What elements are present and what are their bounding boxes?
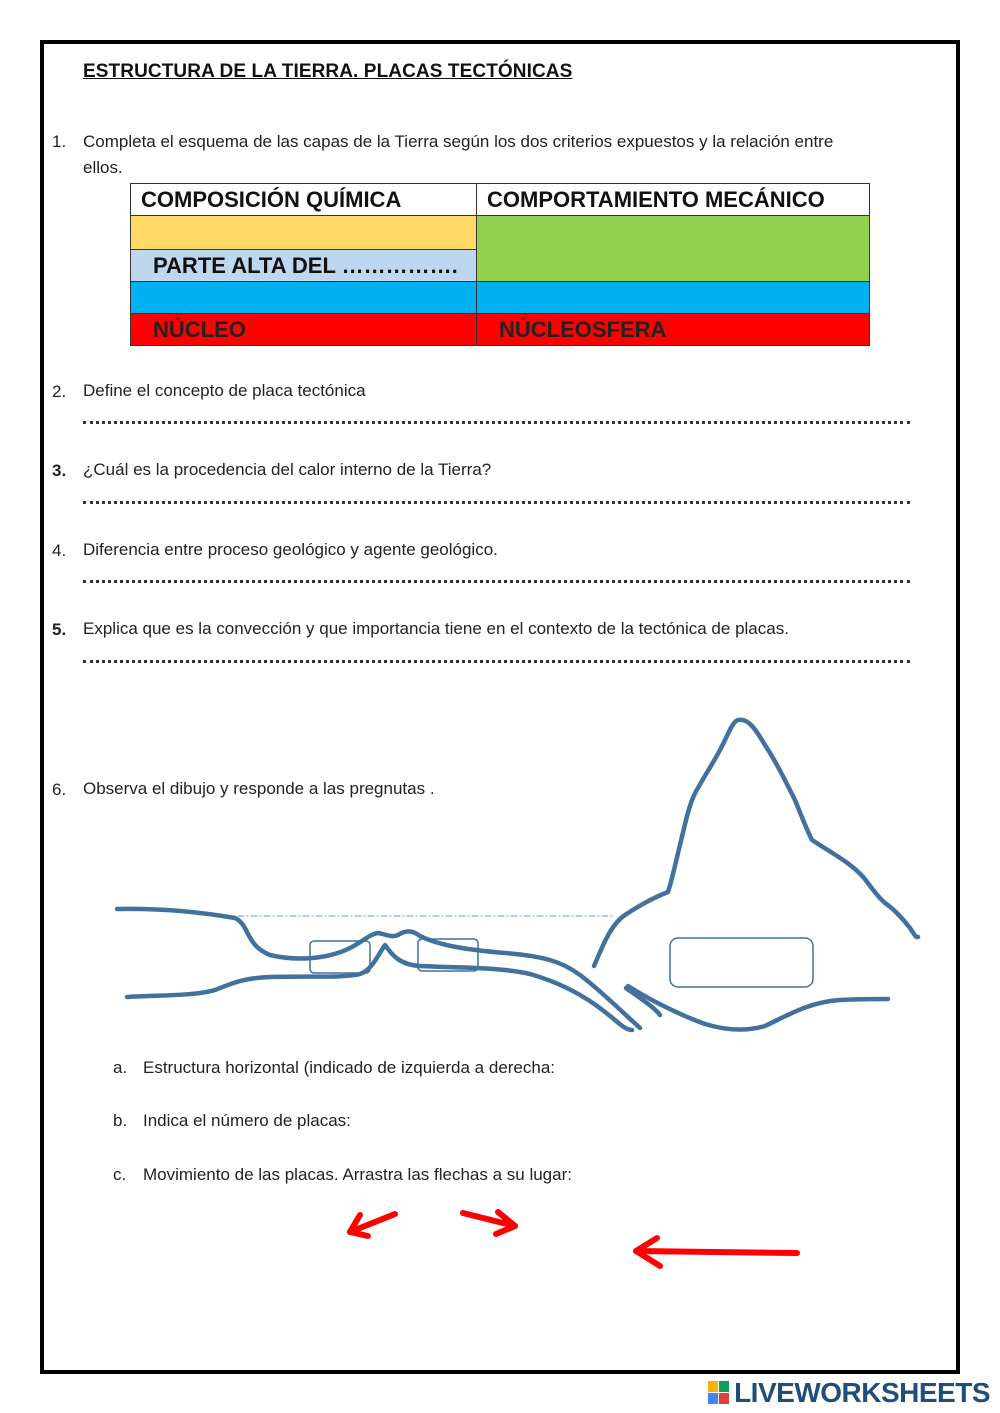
question-5-number: 5.: [52, 620, 67, 639]
question-3-text: ¿Cuál es la procedencia del calor interno de la Tierra?: [83, 460, 492, 479]
worksheet-title: ESTRUCTURA DE LA TIERRA. PLACAS TECTÓNICAS: [83, 61, 573, 82]
question-1-line2: ellos.: [83, 158, 123, 177]
question-1-line1: Completa el esquema de las capas de la Tierra según los dos criterios expuestos y la relación entre: [83, 132, 834, 151]
question-6-text: Observa el dibujo y responde a las pregnutas .: [83, 779, 435, 798]
cell-parte-alta[interactable]: PARTE ALTA DEL …………….: [131, 250, 477, 282]
subquestion-a-letter: a.: [113, 1058, 128, 1077]
subquestion-b-letter: b.: [113, 1111, 128, 1130]
arrow-left-long[interactable]: [636, 1238, 797, 1266]
question-3-number: 3.: [52, 461, 67, 480]
question-6-number: 6.: [52, 780, 67, 799]
continental-root: [628, 986, 888, 1030]
question-2-text: Define el concepto de placa tectónica: [83, 381, 366, 400]
question-4-number: 4.: [52, 541, 67, 560]
question-4-text: Diferencia entre proceso geológico y agente geológico.: [83, 540, 498, 559]
drop-box-3[interactable]: [670, 938, 813, 987]
logo-text: LIVEWORKSHEETS: [734, 1377, 990, 1408]
cell-nucleo: NÚCLEO: [131, 314, 477, 346]
subquestion-c-text: Movimiento de las placas. Arrastra las flechas a su lugar:: [143, 1165, 572, 1184]
col-header-comportamiento: COMPORTAMIENTO MECÁNICO: [477, 184, 870, 216]
question-5-text: Explica que es la convección y que importancia tiene en el contexto de la tectónica de placas.: [83, 619, 789, 638]
arrow-left-small[interactable]: [350, 1214, 395, 1236]
mountain-outline: [594, 720, 918, 966]
arrow-right-small[interactable]: [463, 1212, 515, 1234]
logo-mark-icon: [708, 1381, 730, 1405]
question-1-number: 1.: [52, 132, 67, 151]
question-2-number: 2.: [52, 382, 67, 401]
cell-nucleosfera: NÚCLEOSFERA: [477, 314, 870, 346]
plate-left-top: [117, 909, 640, 1028]
plate-left-bottom: [127, 945, 632, 1030]
subquestion-b-text: Indica el número de placas:: [143, 1111, 351, 1130]
subquestion-a-text: Estructura horizontal (indicado de izquierda a derecha:: [143, 1058, 556, 1077]
subquestion-c-letter: c.: [113, 1165, 127, 1184]
liveworksheets-logo: [708, 1377, 990, 1409]
col-header-composicion: COMPOSICIÓN QUÍMICA: [131, 184, 477, 216]
